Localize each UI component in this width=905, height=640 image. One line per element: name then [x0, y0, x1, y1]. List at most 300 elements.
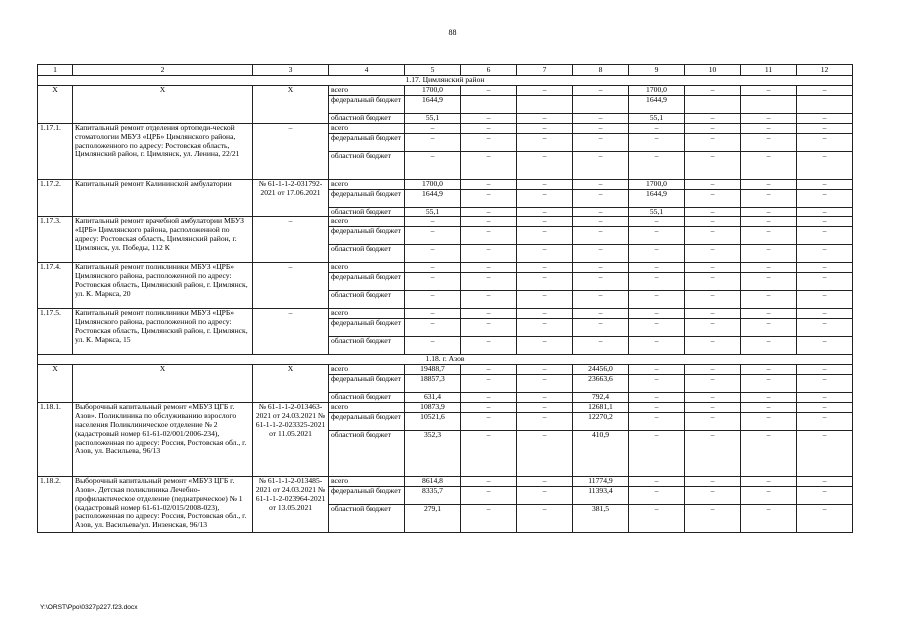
value-cell: –	[741, 365, 797, 375]
header-cell: 8	[573, 65, 629, 76]
value-cell: –	[629, 402, 685, 412]
row-name: X	[73, 365, 253, 403]
budget-label: областной бюджет	[329, 504, 405, 532]
value-cell: –	[741, 133, 797, 151]
value-cell: –	[461, 476, 517, 486]
budget-label: федеральный бюджет	[329, 486, 405, 504]
budget-label: федеральный бюджет	[329, 95, 405, 113]
value-cell: –	[517, 189, 573, 207]
value-cell: –	[797, 85, 853, 95]
value-cell: –	[461, 245, 517, 263]
value-cell: –	[461, 85, 517, 95]
value-cell: –	[517, 123, 573, 133]
value-cell: –	[797, 337, 853, 355]
value-cell: –	[573, 207, 629, 217]
value-cell: –	[517, 291, 573, 309]
row-name: Капитальный ремонт отделения ортопеди-ческой стоматологии МБУЗ «ЦРБ» Цимлянского района, расположенного по адресу: Ростовская область, Цимлянский район, г. Цимлянск, ул. Ленина, 22/21	[73, 123, 253, 179]
row-document: X	[253, 85, 329, 123]
value-cell: –	[685, 365, 741, 375]
value-cell: –	[629, 374, 685, 392]
value-cell: –	[405, 123, 461, 133]
value-cell	[517, 95, 573, 113]
value-cell: –	[517, 207, 573, 217]
value-cell: –	[573, 217, 629, 227]
value-cell: –	[573, 319, 629, 337]
value-cell: –	[629, 291, 685, 309]
footer-file-path: Y:\ORST\Ppo\0327p227.f23.docx	[40, 604, 138, 611]
value-cell: –	[517, 113, 573, 123]
value-cell: –	[517, 374, 573, 392]
value-cell: –	[461, 337, 517, 355]
value-cell: –	[573, 151, 629, 179]
value-cell: –	[797, 392, 853, 402]
value-cell: –	[517, 402, 573, 412]
value-cell	[573, 95, 629, 113]
budget-label: всего	[329, 179, 405, 189]
budget-label: областной бюджет	[329, 291, 405, 309]
header-row	[38, 65, 853, 76]
value-cell: 55,1	[629, 207, 685, 217]
value-cell: –	[741, 113, 797, 123]
value-cell: –	[461, 151, 517, 179]
value-cell: –	[461, 207, 517, 217]
header-cell: 4	[329, 65, 405, 76]
value-cell: 1644,9	[405, 189, 461, 207]
value-cell: –	[405, 245, 461, 263]
value-cell: –	[629, 337, 685, 355]
value-cell: –	[797, 430, 853, 476]
header-cell: 6	[461, 65, 517, 76]
value-cell: –	[573, 227, 629, 245]
value-cell: –	[405, 291, 461, 309]
value-cell: –	[629, 412, 685, 430]
value-cell: –	[685, 412, 741, 430]
value-cell: –	[573, 123, 629, 133]
table-row	[38, 476, 853, 486]
value-cell: –	[741, 486, 797, 504]
value-cell: –	[573, 337, 629, 355]
value-cell: –	[517, 245, 573, 263]
value-cell: –	[629, 151, 685, 179]
value-cell: –	[741, 273, 797, 291]
value-cell: –	[573, 189, 629, 207]
value-cell: 381,5	[573, 504, 629, 532]
value-cell: –	[405, 273, 461, 291]
budget-label: всего	[329, 309, 405, 319]
value-cell: –	[629, 133, 685, 151]
value-cell: –	[573, 133, 629, 151]
value-cell: –	[741, 179, 797, 189]
value-cell: 410,9	[573, 430, 629, 476]
value-cell: –	[741, 217, 797, 227]
value-cell: –	[797, 133, 853, 151]
value-cell: –	[797, 504, 853, 532]
value-cell: –	[517, 319, 573, 337]
value-cell: –	[405, 319, 461, 337]
value-cell: –	[685, 273, 741, 291]
budget-label: областной бюджет	[329, 151, 405, 179]
value-cell: –	[573, 179, 629, 189]
value-cell: –	[685, 319, 741, 337]
value-cell: –	[461, 291, 517, 309]
value-cell: –	[461, 309, 517, 319]
value-cell: –	[797, 476, 853, 486]
table-row	[38, 309, 853, 319]
budget-label: областной бюджет	[329, 207, 405, 217]
value-cell: –	[517, 412, 573, 430]
value-cell: –	[741, 189, 797, 207]
value-cell: –	[797, 365, 853, 375]
budget-label: всего	[329, 123, 405, 133]
value-cell: –	[461, 133, 517, 151]
value-cell: –	[685, 263, 741, 273]
value-cell: –	[573, 309, 629, 319]
value-cell: –	[685, 189, 741, 207]
value-cell: –	[629, 227, 685, 245]
value-cell: –	[797, 207, 853, 217]
value-cell: –	[797, 189, 853, 207]
value-cell: 792,4	[573, 392, 629, 402]
section-title: 1.18. г. Азов	[38, 355, 853, 365]
row-name: Капитальный ремонт врачебной амбулатории МБУЗ «ЦРБ» Цимлянского района, расположенной по адресу: Ростовская область, Цимлянский район, г. Цимлянск, ул. Победы, 112 К	[73, 217, 253, 263]
value-cell: –	[461, 319, 517, 337]
value-cell: 23663,6	[573, 374, 629, 392]
value-cell: 55,1	[629, 113, 685, 123]
value-cell: –	[405, 337, 461, 355]
row-document: X	[253, 365, 329, 403]
value-cell: –	[461, 486, 517, 504]
budget-table-container	[37, 64, 848, 533]
value-cell	[797, 95, 853, 113]
table-row	[38, 179, 853, 189]
value-cell: –	[517, 263, 573, 273]
value-cell: –	[629, 245, 685, 263]
value-cell: 12270,2	[573, 412, 629, 430]
value-cell: –	[573, 85, 629, 95]
row-id: 1.18.2.	[38, 476, 73, 532]
value-cell: –	[461, 374, 517, 392]
value-cell: –	[797, 179, 853, 189]
row-name: Капитальный ремонт поликлиники МБУЗ «ЦРБ» Цимлянского района, расположенной по адресу: Ростовская область, Цимлянский район, г. Цимлянск, ул. К. Маркса, 20	[73, 263, 253, 309]
budget-label: федеральный бюджет	[329, 133, 405, 151]
row-id: 1.17.1.	[38, 123, 73, 179]
row-name: Капитальный ремонт поликлиники МБУЗ «ЦРБ» Цимлянского района, расположенной по адресу: Ростовская область, Цимлянский район, г. Цимлянск, ул. К. Маркса, 15	[73, 309, 253, 355]
value-cell: –	[405, 217, 461, 227]
value-cell: 1644,9	[629, 95, 685, 113]
row-name: Выборочный капитальный ремонт «МБУЗ ЦГБ г. Азов». Поликлиника по обслуживанию взрослого населения Поликлиническое отделение № 2 (кадастровый номер 61-61-02/001/2006-234), расположенная по адресу: Россия, Ростовская обл., г. Азов, ул. Васильева, 96/13	[73, 402, 253, 476]
value-cell: –	[629, 273, 685, 291]
value-cell: 279,1	[405, 504, 461, 532]
value-cell: –	[517, 133, 573, 151]
table-row	[38, 365, 853, 375]
value-cell: 55,1	[405, 113, 461, 123]
value-cell: –	[797, 291, 853, 309]
value-cell: –	[517, 179, 573, 189]
budget-label: всего	[329, 476, 405, 486]
budget-label: федеральный бюджет	[329, 412, 405, 430]
value-cell: –	[629, 123, 685, 133]
value-cell: –	[685, 309, 741, 319]
value-cell: 12681,1	[573, 402, 629, 412]
row-id: X	[38, 365, 73, 403]
value-cell: –	[685, 217, 741, 227]
value-cell: –	[517, 151, 573, 179]
header-cell: 10	[685, 65, 741, 76]
value-cell: –	[741, 374, 797, 392]
value-cell: –	[461, 227, 517, 245]
value-cell: 8614,8	[405, 476, 461, 486]
value-cell: –	[685, 133, 741, 151]
value-cell: –	[461, 430, 517, 476]
header-cell: 12	[797, 65, 853, 76]
value-cell: –	[685, 402, 741, 412]
value-cell: –	[741, 430, 797, 476]
value-cell: –	[629, 263, 685, 273]
value-cell: 10521,6	[405, 412, 461, 430]
value-cell: –	[685, 486, 741, 504]
value-cell: –	[797, 402, 853, 412]
budget-label: областной бюджет	[329, 245, 405, 263]
value-cell: –	[629, 486, 685, 504]
value-cell: –	[685, 392, 741, 402]
value-cell: –	[685, 151, 741, 179]
value-cell: –	[517, 486, 573, 504]
value-cell	[741, 95, 797, 113]
value-cell: 1644,9	[405, 95, 461, 113]
value-cell: –	[797, 227, 853, 245]
value-cell: –	[797, 374, 853, 392]
value-cell: –	[685, 430, 741, 476]
value-cell: –	[461, 365, 517, 375]
value-cell: –	[685, 207, 741, 217]
section-title-row	[38, 76, 853, 86]
row-document: –	[253, 217, 329, 263]
value-cell: 11774,9	[573, 476, 629, 486]
value-cell: –	[685, 374, 741, 392]
value-cell: 55,1	[405, 207, 461, 217]
value-cell: –	[685, 291, 741, 309]
value-cell: 1700,0	[405, 179, 461, 189]
value-cell: –	[797, 151, 853, 179]
value-cell: –	[741, 263, 797, 273]
value-cell: –	[461, 412, 517, 430]
value-cell: –	[461, 123, 517, 133]
table-row	[38, 263, 853, 273]
row-document: № 61-1-1-2-013485-2021 от 24.03.2021 № 61-1-1-2-023964-2021 от 13.05.2021	[253, 476, 329, 532]
budget-label: областной бюджет	[329, 113, 405, 123]
value-cell: 1700,0	[629, 179, 685, 189]
value-cell: –	[461, 263, 517, 273]
budget-label: областной бюджет	[329, 430, 405, 476]
budget-label: федеральный бюджет	[329, 374, 405, 392]
value-cell: –	[629, 430, 685, 476]
value-cell: –	[461, 179, 517, 189]
value-cell: –	[741, 402, 797, 412]
value-cell: –	[629, 217, 685, 227]
row-id: 1.17.3.	[38, 217, 73, 263]
value-cell: –	[517, 85, 573, 95]
value-cell: –	[685, 227, 741, 245]
value-cell: –	[741, 151, 797, 179]
value-cell: –	[685, 123, 741, 133]
budget-label: федеральный бюджет	[329, 273, 405, 291]
budget-label: федеральный бюджет	[329, 189, 405, 207]
value-cell: –	[517, 337, 573, 355]
value-cell: –	[629, 476, 685, 486]
value-cell: –	[797, 123, 853, 133]
value-cell: –	[517, 309, 573, 319]
value-cell: –	[741, 227, 797, 245]
value-cell: 631,4	[405, 392, 461, 402]
header-cell: 1	[38, 65, 73, 76]
budget-label: федеральный бюджет	[329, 319, 405, 337]
header-cell: 11	[741, 65, 797, 76]
value-cell: –	[517, 365, 573, 375]
value-cell: –	[797, 319, 853, 337]
value-cell: 24456,0	[573, 365, 629, 375]
budget-label: всего	[329, 217, 405, 227]
row-id: 1.17.4.	[38, 263, 73, 309]
value-cell: –	[629, 319, 685, 337]
value-cell: –	[517, 227, 573, 245]
value-cell: –	[741, 392, 797, 402]
header-cell: 2	[73, 65, 253, 76]
value-cell: –	[741, 207, 797, 217]
value-cell: –	[573, 113, 629, 123]
row-document: № 61-1-1-2-013463-2021 от 24.03.2021 № 61-1-1-2-023325-2021 от 11.05.2021	[253, 402, 329, 476]
value-cell: –	[741, 412, 797, 430]
value-cell: –	[629, 504, 685, 532]
value-cell: –	[573, 263, 629, 273]
value-cell: –	[405, 151, 461, 179]
value-cell: 19488,7	[405, 365, 461, 375]
page-number: 88	[448, 28, 457, 37]
value-cell: –	[741, 245, 797, 263]
value-cell: –	[797, 486, 853, 504]
value-cell: 1644,9	[629, 189, 685, 207]
value-cell: –	[405, 263, 461, 273]
value-cell: –	[405, 227, 461, 245]
value-cell: –	[797, 217, 853, 227]
budget-label: всего	[329, 365, 405, 375]
value-cell: –	[741, 337, 797, 355]
table-row	[38, 402, 853, 412]
row-name: Выборочный капитальный ремонт «МБУЗ ЦГБ г. Азов». Детская поликлиника Лечебно-профилактическое отделение (педиатрическое) № 1 (кадастровый номер 61-61-02/015/2008-023), расположенная по адресу: Россия, Ростовская обл., г. Азов, ул. Васильева/ул. Инзенская, 96/13	[73, 476, 253, 532]
value-cell: –	[741, 85, 797, 95]
value-cell: –	[517, 273, 573, 291]
value-cell: –	[517, 504, 573, 532]
section-title: 1.17. Цимлянский район	[38, 76, 853, 86]
value-cell: –	[461, 273, 517, 291]
value-cell: –	[629, 392, 685, 402]
value-cell: –	[461, 504, 517, 532]
value-cell: –	[517, 476, 573, 486]
value-cell: –	[461, 217, 517, 227]
value-cell: –	[461, 189, 517, 207]
row-name: Капитальный ремонт Калининской амбулатории	[73, 179, 253, 217]
value-cell: –	[797, 273, 853, 291]
row-document: № 61-1-1-2-031792-2021 от 17.06.2021	[253, 179, 329, 217]
header-cell: 9	[629, 65, 685, 76]
value-cell: –	[461, 113, 517, 123]
value-cell	[461, 95, 517, 113]
value-cell: 11393,4	[573, 486, 629, 504]
value-cell: –	[517, 392, 573, 402]
value-cell	[685, 95, 741, 113]
budget-label: федеральный бюджет	[329, 227, 405, 245]
value-cell: –	[461, 392, 517, 402]
value-cell: –	[573, 245, 629, 263]
value-cell: –	[629, 309, 685, 319]
value-cell: –	[405, 309, 461, 319]
section-title-row	[38, 355, 853, 365]
table-row	[38, 123, 853, 133]
header-cell: 5	[405, 65, 461, 76]
value-cell: –	[517, 430, 573, 476]
row-id: 1.17.2.	[38, 179, 73, 217]
value-cell: 1700,0	[629, 85, 685, 95]
value-cell: –	[461, 402, 517, 412]
value-cell: –	[797, 309, 853, 319]
value-cell: –	[741, 319, 797, 337]
table-row	[38, 85, 853, 95]
row-id: 1.17.5.	[38, 309, 73, 355]
value-cell: 1700,0	[405, 85, 461, 95]
budget-label: всего	[329, 402, 405, 412]
value-cell: –	[797, 245, 853, 263]
row-name: X	[73, 85, 253, 123]
budget-table	[37, 64, 853, 533]
budget-label: всего	[329, 85, 405, 95]
value-cell: –	[797, 113, 853, 123]
budget-label: областной бюджет	[329, 337, 405, 355]
value-cell: 18857,3	[405, 374, 461, 392]
table-row	[38, 217, 853, 227]
budget-label: областной бюджет	[329, 392, 405, 402]
value-cell: –	[685, 476, 741, 486]
value-cell: –	[797, 263, 853, 273]
row-id: X	[38, 85, 73, 123]
value-cell: –	[741, 309, 797, 319]
value-cell: 10873,9	[405, 402, 461, 412]
row-document: –	[253, 263, 329, 309]
value-cell: –	[797, 412, 853, 430]
value-cell: –	[685, 504, 741, 532]
value-cell: –	[685, 179, 741, 189]
value-cell: –	[741, 476, 797, 486]
value-cell: –	[405, 133, 461, 151]
value-cell: 352,3	[405, 430, 461, 476]
value-cell: –	[685, 85, 741, 95]
value-cell: –	[685, 245, 741, 263]
value-cell: –	[741, 291, 797, 309]
value-cell: –	[629, 365, 685, 375]
value-cell: –	[573, 273, 629, 291]
row-document: –	[253, 309, 329, 355]
value-cell: –	[685, 113, 741, 123]
header-cell: 7	[517, 65, 573, 76]
value-cell: –	[573, 291, 629, 309]
value-cell: –	[741, 123, 797, 133]
row-document: –	[253, 123, 329, 179]
value-cell: –	[685, 337, 741, 355]
value-cell: –	[741, 504, 797, 532]
value-cell: 8335,7	[405, 486, 461, 504]
value-cell: –	[517, 217, 573, 227]
row-id: 1.18.1.	[38, 402, 73, 476]
header-cell: 3	[253, 65, 329, 76]
budget-label: всего	[329, 263, 405, 273]
